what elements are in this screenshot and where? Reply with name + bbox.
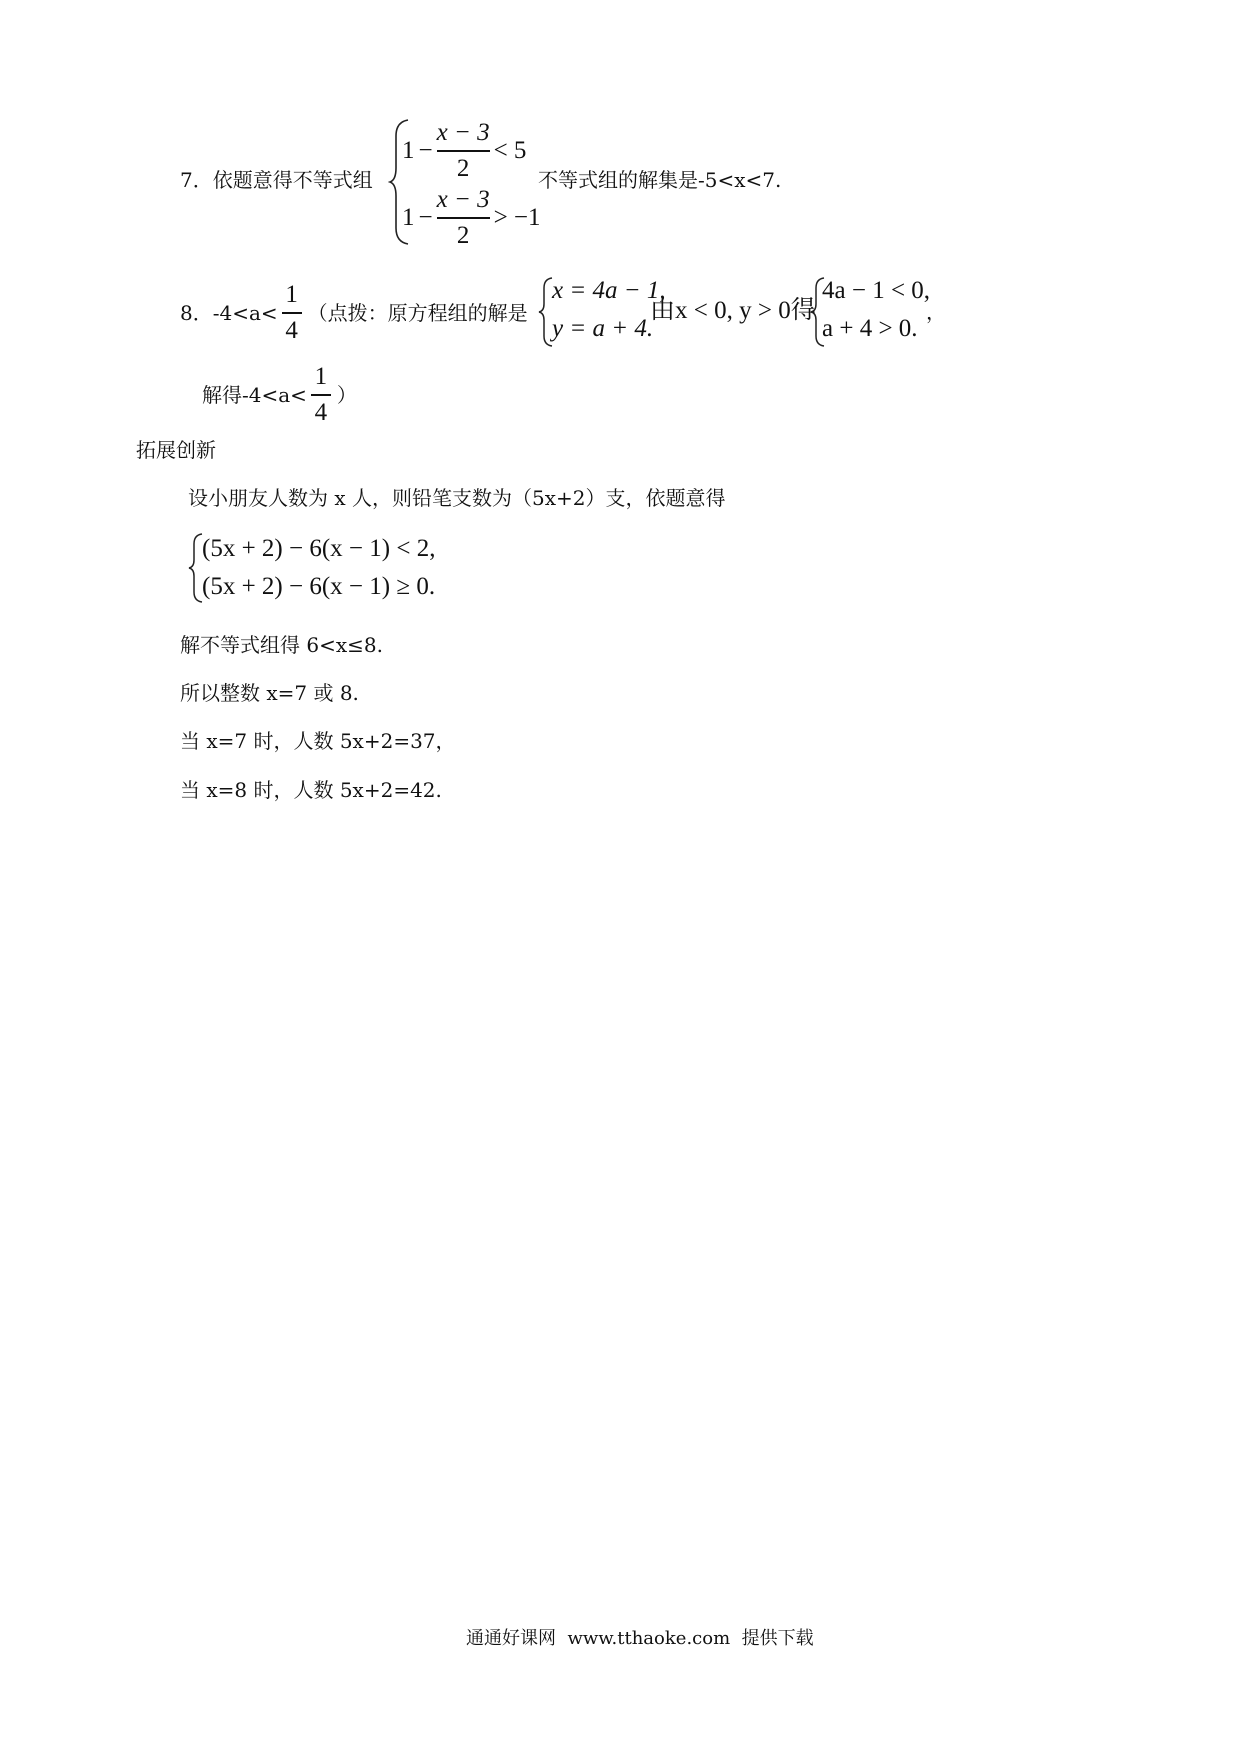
item-8-fraction: [282, 280, 302, 346]
item-8-frac-num: 1: [285, 281, 298, 308]
item-8-line-1: [180, 280, 528, 346]
item-8-system-1-eq-2: y = a + 4.: [552, 315, 654, 342]
ineq-2-relation: > −1: [493, 204, 541, 231]
ext-line-solve: 解不等式组得 6<x≤8.: [180, 633, 383, 657]
item-8-system-2-ineq-2: a + 4 > 0.: [822, 315, 918, 342]
ext-system-ineq-2: (5x + 2) − 6(x − 1) ≥ 0.: [202, 573, 436, 600]
ineq-2-minus: −: [418, 204, 433, 231]
item-8-system-2-ineq-1: 4a − 1 < 0,: [822, 277, 931, 304]
item-8-line-2-frac-num: 1: [314, 363, 328, 390]
item-8-line-2-tail: ）: [336, 383, 357, 407]
ineq-1-relation: < 5: [493, 137, 527, 164]
item-8-frac-den: 4: [285, 317, 298, 344]
ext-system-ineq-1: (5x + 2) − 6(x − 1) < 2,: [202, 535, 436, 562]
ineq-1-fraction: [437, 118, 490, 184]
item-7-result: 不等式组的解集是-5<x<7.: [538, 168, 782, 192]
ineq-1-one: 1: [402, 137, 415, 164]
item-8-line-2: [202, 362, 357, 428]
ext-line-case-7: 当 x=7 时，人数 5x+2=37，: [180, 729, 456, 753]
item-7-lead: 7．依题意得不等式组: [180, 168, 373, 192]
footer-text: 通通好课网 www.tthaoke.com 提供下载: [466, 1628, 814, 1649]
ineq-2-fraction: [437, 185, 490, 251]
item-8-tail-comma: ，: [926, 300, 946, 324]
item-7-ineq-2: [402, 185, 541, 251]
item-8-system-1-eq-1: x = 4a − 1,: [552, 277, 666, 304]
ext-line-case-8: 当 x=8 时，人数 5x+2=42.: [180, 778, 442, 802]
ext-line-integers: 所以整数 x=7 或 8.: [180, 681, 359, 705]
item-8-hint: （点拨：原方程组的解是: [307, 301, 528, 325]
ineq-1-denominator: 2: [456, 155, 470, 182]
ineq-2-numerator: x − 3: [436, 186, 490, 213]
ineq-2-denominator: 2: [456, 222, 470, 249]
ineq-1-numerator: x − 3: [436, 119, 490, 146]
item-8-line-2-fraction: [311, 362, 331, 428]
item-8-condition: 由x < 0, y > 0得: [650, 297, 816, 324]
ineq-1-minus: −: [418, 137, 433, 164]
ext-setup: 设小朋友人数为 x 人，则铅笔支数为（5x+2）支，依题意得: [188, 486, 726, 510]
ineq-2-one: 1: [402, 204, 415, 231]
section-title: 拓展创新: [136, 438, 216, 462]
item-8-lead: 8．-4<a<: [180, 301, 278, 325]
item-8-line-2-lead: 解得-4<a<: [202, 383, 307, 407]
item-8-line-2-frac-den: 4: [314, 399, 328, 426]
item-7-ineq-1: [402, 118, 526, 184]
